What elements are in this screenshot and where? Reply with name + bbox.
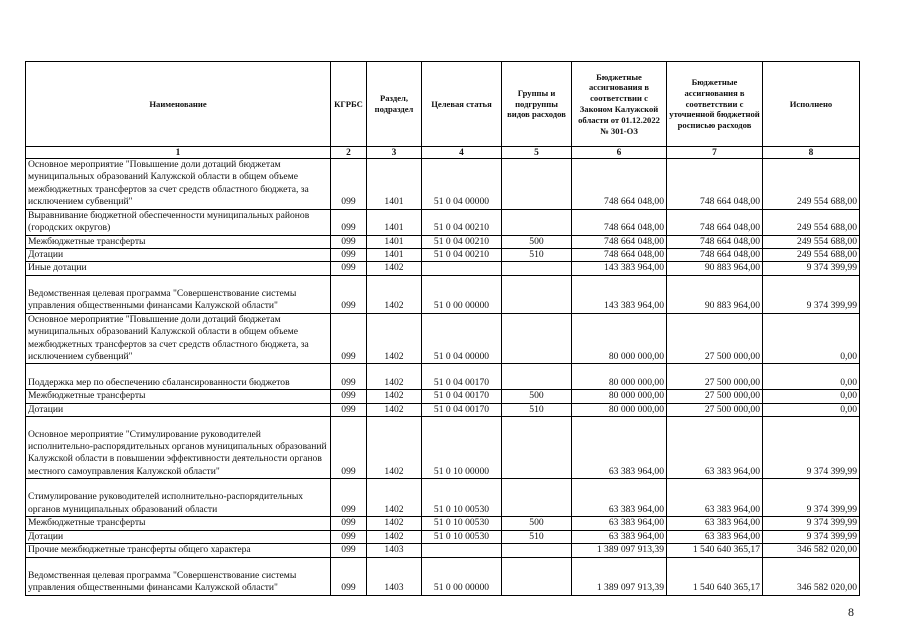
row-refined-amount: 90 883 964,00	[667, 275, 763, 313]
row-group	[502, 275, 572, 313]
row-kgrbs: 099	[331, 249, 367, 262]
row-law-amount: 80 000 000,00	[572, 403, 667, 416]
table-row	[26, 364, 860, 390]
table-row	[26, 517, 860, 530]
row-target: 51 0 10 00000	[422, 417, 502, 479]
row-executed-amount: 9 374 399,99	[763, 417, 860, 479]
row-executed-amount: 0,00	[763, 390, 860, 403]
row-law-amount: 748 664 048,00	[572, 235, 667, 248]
row-kgrbs: 099	[331, 530, 367, 543]
row-law-amount: 748 664 048,00	[572, 209, 667, 235]
header-law-allocations: Бюджетные ассигнования в соответствии с Законом Калужской области от 01.12.2022 № 301-ОЗ	[572, 62, 667, 147]
row-kgrbs: 099	[331, 544, 367, 557]
row-law-amount: 80 000 000,00	[572, 364, 667, 390]
row-section: 1402	[367, 262, 422, 275]
row-group: 510	[502, 249, 572, 262]
row-kgrbs: 099	[331, 275, 367, 313]
row-executed-amount: 249 554 688,00	[763, 209, 860, 235]
row-name: Дотации	[26, 249, 331, 262]
row-law-amount: 748 664 048,00	[572, 249, 667, 262]
row-executed-amount: 0,00	[763, 403, 860, 416]
row-section: 1402	[367, 390, 422, 403]
row-target	[422, 262, 502, 275]
row-law-amount: 748 664 048,00	[572, 159, 667, 210]
row-target: 51 0 10 00530	[422, 517, 502, 530]
row-target: 51 0 04 00210	[422, 249, 502, 262]
row-section: 1403	[367, 544, 422, 557]
row-group	[502, 159, 572, 210]
row-target: 51 0 10 00530	[422, 479, 502, 517]
column-number: 3	[367, 147, 422, 159]
row-law-amount: 1 389 097 913,39	[572, 544, 667, 557]
table-row	[26, 235, 860, 248]
row-kgrbs: 099	[331, 262, 367, 275]
row-section: 1402	[367, 313, 422, 364]
column-number: 1	[26, 147, 331, 159]
column-number: 2	[331, 147, 367, 159]
header-section: Раздел, подраздел	[367, 62, 422, 147]
row-name: Стимулирование руководителей исполнительно-распорядительных органов муниципальных образований области	[26, 479, 331, 517]
row-group: 500	[502, 390, 572, 403]
row-refined-amount: 63 383 964,00	[667, 417, 763, 479]
table-row	[26, 479, 860, 517]
row-group	[502, 544, 572, 557]
row-executed-amount: 346 582 020,00	[763, 557, 860, 595]
table-row	[26, 313, 860, 364]
row-target: 51 0 10 00530	[422, 530, 502, 543]
row-kgrbs: 099	[331, 517, 367, 530]
table-row	[26, 544, 860, 557]
row-kgrbs: 099	[331, 417, 367, 479]
row-executed-amount: 346 582 020,00	[763, 544, 860, 557]
column-number: 4	[422, 147, 502, 159]
row-refined-amount: 63 383 964,00	[667, 479, 763, 517]
row-section: 1402	[367, 364, 422, 390]
row-kgrbs: 099	[331, 403, 367, 416]
row-kgrbs: 099	[331, 479, 367, 517]
row-refined-amount: 63 383 964,00	[667, 530, 763, 543]
row-section: 1402	[367, 417, 422, 479]
row-law-amount: 63 383 964,00	[572, 417, 667, 479]
row-kgrbs: 099	[331, 159, 367, 210]
row-name: Основное мероприятие "Повышение доли дотаций бюджетам муниципальных образований Калужской области в общем объеме межбюджетных трансфертов за счет средств областного бюджета, за исключением субвенций"	[26, 313, 331, 364]
row-law-amount: 80 000 000,00	[572, 390, 667, 403]
row-executed-amount: 9 374 399,99	[763, 517, 860, 530]
row-executed-amount: 9 374 399,99	[763, 262, 860, 275]
row-group	[502, 557, 572, 595]
row-refined-amount: 748 664 048,00	[667, 235, 763, 248]
row-group	[502, 209, 572, 235]
row-target: 51 0 00 00000	[422, 275, 502, 313]
header-executed: Исполнено	[763, 62, 860, 147]
row-executed-amount: 9 374 399,99	[763, 275, 860, 313]
row-target: 51 0 04 00170	[422, 390, 502, 403]
row-name: Выравнивание бюджетной обеспеченности муниципальных районов (городских округов)	[26, 209, 331, 235]
row-name: Межбюджетные трансферты	[26, 390, 331, 403]
row-executed-amount: 9 374 399,99	[763, 530, 860, 543]
row-name: Межбюджетные трансферты	[26, 517, 331, 530]
row-target: 51 0 04 00210	[422, 235, 502, 248]
row-executed-amount: 249 554 688,00	[763, 235, 860, 248]
row-section: 1402	[367, 517, 422, 530]
row-refined-amount: 1 540 640 365,17	[667, 557, 763, 595]
row-kgrbs: 099	[331, 235, 367, 248]
row-law-amount: 143 383 964,00	[572, 275, 667, 313]
row-name: Межбюджетные трансферты	[26, 235, 331, 248]
row-refined-amount: 748 664 048,00	[667, 209, 763, 235]
table-row	[26, 403, 860, 416]
page-number: 8	[848, 605, 854, 619]
row-name: Прочие межбюджетные трансферты общего характера	[26, 544, 331, 557]
row-kgrbs: 099	[331, 364, 367, 390]
row-law-amount: 143 383 964,00	[572, 262, 667, 275]
row-refined-amount: 63 383 964,00	[667, 517, 763, 530]
row-refined-amount: 90 883 964,00	[667, 262, 763, 275]
header-refined-allocations: Бюджетные ассигнования в соответствии с уточненной бюджетной росписью расходов	[667, 62, 763, 147]
row-section: 1401	[367, 209, 422, 235]
row-section: 1402	[367, 275, 422, 313]
row-law-amount: 63 383 964,00	[572, 479, 667, 517]
row-refined-amount: 748 664 048,00	[667, 159, 763, 210]
row-target: 51 0 04 00210	[422, 209, 502, 235]
row-executed-amount: 9 374 399,99	[763, 479, 860, 517]
row-refined-amount: 748 664 048,00	[667, 249, 763, 262]
row-name: Поддержка мер по обеспечению сбалансированности бюджетов	[26, 364, 331, 390]
header-expense-group: Группы и подгруппы видов расходов	[502, 62, 572, 147]
column-number-row	[26, 147, 860, 159]
row-name: Ведомственная целевая программа "Совершенствование системы управления общественными финансами Калужской области"	[26, 275, 331, 313]
row-section: 1401	[367, 235, 422, 248]
column-number: 8	[763, 147, 860, 159]
row-target: 51 0 04 00170	[422, 364, 502, 390]
table-row	[26, 557, 860, 595]
row-refined-amount: 27 500 000,00	[667, 403, 763, 416]
column-number: 5	[502, 147, 572, 159]
row-law-amount: 63 383 964,00	[572, 517, 667, 530]
table-row	[26, 262, 860, 275]
header-row	[26, 62, 860, 147]
budget-table	[25, 61, 860, 596]
row-group: 500	[502, 235, 572, 248]
table-row	[26, 530, 860, 543]
row-group: 500	[502, 517, 572, 530]
row-target	[422, 544, 502, 557]
row-executed-amount: 249 554 688,00	[763, 159, 860, 210]
column-number: 7	[667, 147, 763, 159]
row-executed-amount: 0,00	[763, 364, 860, 390]
table-row	[26, 390, 860, 403]
row-kgrbs: 099	[331, 313, 367, 364]
row-section: 1401	[367, 159, 422, 210]
row-name: Дотации	[26, 530, 331, 543]
header-kgrbs: КГРБС	[331, 62, 367, 147]
row-group	[502, 479, 572, 517]
row-section: 1401	[367, 249, 422, 262]
column-number: 6	[572, 147, 667, 159]
row-refined-amount: 27 500 000,00	[667, 390, 763, 403]
row-section: 1402	[367, 403, 422, 416]
row-name: Иные дотации	[26, 262, 331, 275]
row-law-amount: 80 000 000,00	[572, 313, 667, 364]
header-name: Наименование	[26, 62, 331, 147]
row-law-amount: 1 389 097 913,39	[572, 557, 667, 595]
row-kgrbs: 099	[331, 390, 367, 403]
row-executed-amount: 0,00	[763, 313, 860, 364]
row-section: 1403	[367, 557, 422, 595]
row-law-amount: 63 383 964,00	[572, 530, 667, 543]
header-target-article: Целевая статья	[422, 62, 502, 147]
row-target: 51 0 04 00170	[422, 403, 502, 416]
row-name: Дотации	[26, 403, 331, 416]
row-section: 1402	[367, 479, 422, 517]
row-executed-amount: 249 554 688,00	[763, 249, 860, 262]
row-group	[502, 364, 572, 390]
row-name: Основное мероприятие "Стимулирование руководителей исполнительно-распорядительных органов муниципальных образований Калужской области в повышении эффективности деятельности органов местного самоуправления Калужской области"	[26, 417, 331, 479]
row-refined-amount: 27 500 000,00	[667, 364, 763, 390]
row-target: 51 0 04 00000	[422, 159, 502, 210]
table-row	[26, 417, 860, 479]
row-group	[502, 417, 572, 479]
row-name: Основное мероприятие "Повышение доли дотаций бюджетам муниципальных образований Калужской области в общем объеме межбюджетных трансфертов за счет средств областного бюджета, за исключением субвенций"	[26, 159, 331, 210]
row-kgrbs: 099	[331, 209, 367, 235]
table-row	[26, 275, 860, 313]
table-row	[26, 249, 860, 262]
row-group: 510	[502, 403, 572, 416]
row-refined-amount: 1 540 640 365,17	[667, 544, 763, 557]
row-refined-amount: 27 500 000,00	[667, 313, 763, 364]
row-name: Ведомственная целевая программа "Совершенствование системы управления общественными финансами Калужской области"	[26, 557, 331, 595]
row-group	[502, 262, 572, 275]
row-group: 510	[502, 530, 572, 543]
row-kgrbs: 099	[331, 557, 367, 595]
table-row	[26, 209, 860, 235]
row-section: 1402	[367, 530, 422, 543]
row-target: 51 0 04 00000	[422, 313, 502, 364]
table-row	[26, 159, 860, 210]
row-target: 51 0 00 00000	[422, 557, 502, 595]
row-group	[502, 313, 572, 364]
